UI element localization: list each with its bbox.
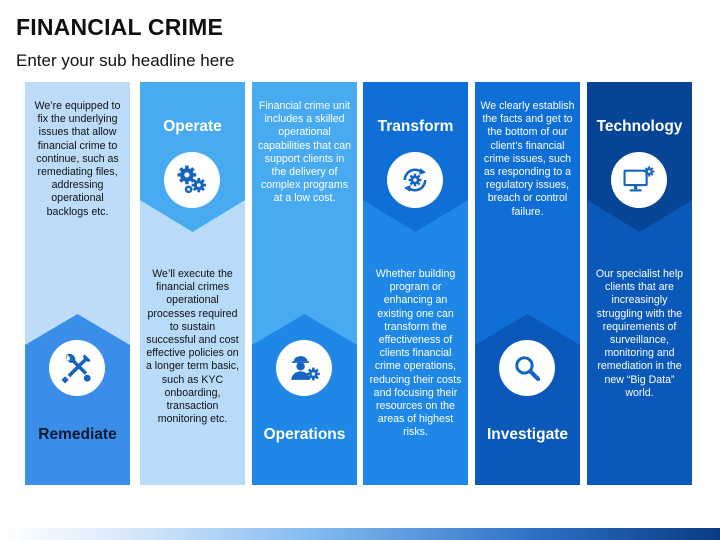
worker-gear-icon: [287, 351, 321, 385]
column-investigate: [475, 82, 580, 485]
column-label: Transform: [377, 118, 454, 135]
icon-circle: [499, 340, 555, 396]
column-label: Technology: [596, 118, 683, 135]
column-operations: [252, 82, 357, 485]
column-label: Operations: [263, 426, 346, 443]
column-transform: [363, 82, 468, 485]
column-description: We’re equipped to fix the underlying issues that allow financial crime to continue, such as remediating files, addressing operational backlogs etc.: [34, 100, 121, 218]
monitor-gear-icon: [622, 163, 656, 197]
magnifier-icon: [510, 351, 544, 385]
column-description: Whether building program or enhancing an existing one can transform the effectiveness of clients financial crime operations, reducing their costs and focusing their resources on the areas of highest risks.: [369, 268, 462, 439]
column-description: We’ll execute the financial crimes operational processes required to sustain successful and cost effective policies on a longer term basic, such as KYC onboarding, transaction monitoring etc.: [145, 268, 240, 426]
column-description: Financial crime unit includes a skilled operational capabilities that can support clients in the delivery of complex programs at a low cost.: [257, 100, 352, 205]
footer-gradient-bar: [0, 528, 720, 540]
column-label: Operate: [163, 118, 222, 135]
icon-circle: [611, 152, 667, 208]
icon-circle: [387, 152, 443, 208]
icon-circle: [49, 340, 105, 396]
column-description: We clearly establish the facts and get to the bottom of our client’s financial crime issues, such as responding to a regulatory issues, breach or control failure.: [480, 100, 575, 218]
column-label: Investigate: [487, 426, 568, 443]
column-remediate: [25, 82, 130, 485]
gears-icon: [175, 163, 209, 197]
wrench-screwdriver-icon: [60, 351, 94, 385]
column-operate: [140, 82, 245, 485]
page-title: FINANCIAL CRIME: [16, 14, 224, 40]
column-technology: [587, 82, 692, 485]
cycle-gear-icon: [398, 163, 432, 197]
icon-circle: [164, 152, 220, 208]
icon-circle: [276, 340, 332, 396]
column-label: Remediate: [38, 426, 117, 443]
column-description: Our specialist help clients that are increasingly struggling with the requirements of surveillance, monitoring and remediation in the new “Big Data” world.: [595, 268, 684, 399]
page-subtitle: Enter your sub headline here: [16, 51, 235, 70]
